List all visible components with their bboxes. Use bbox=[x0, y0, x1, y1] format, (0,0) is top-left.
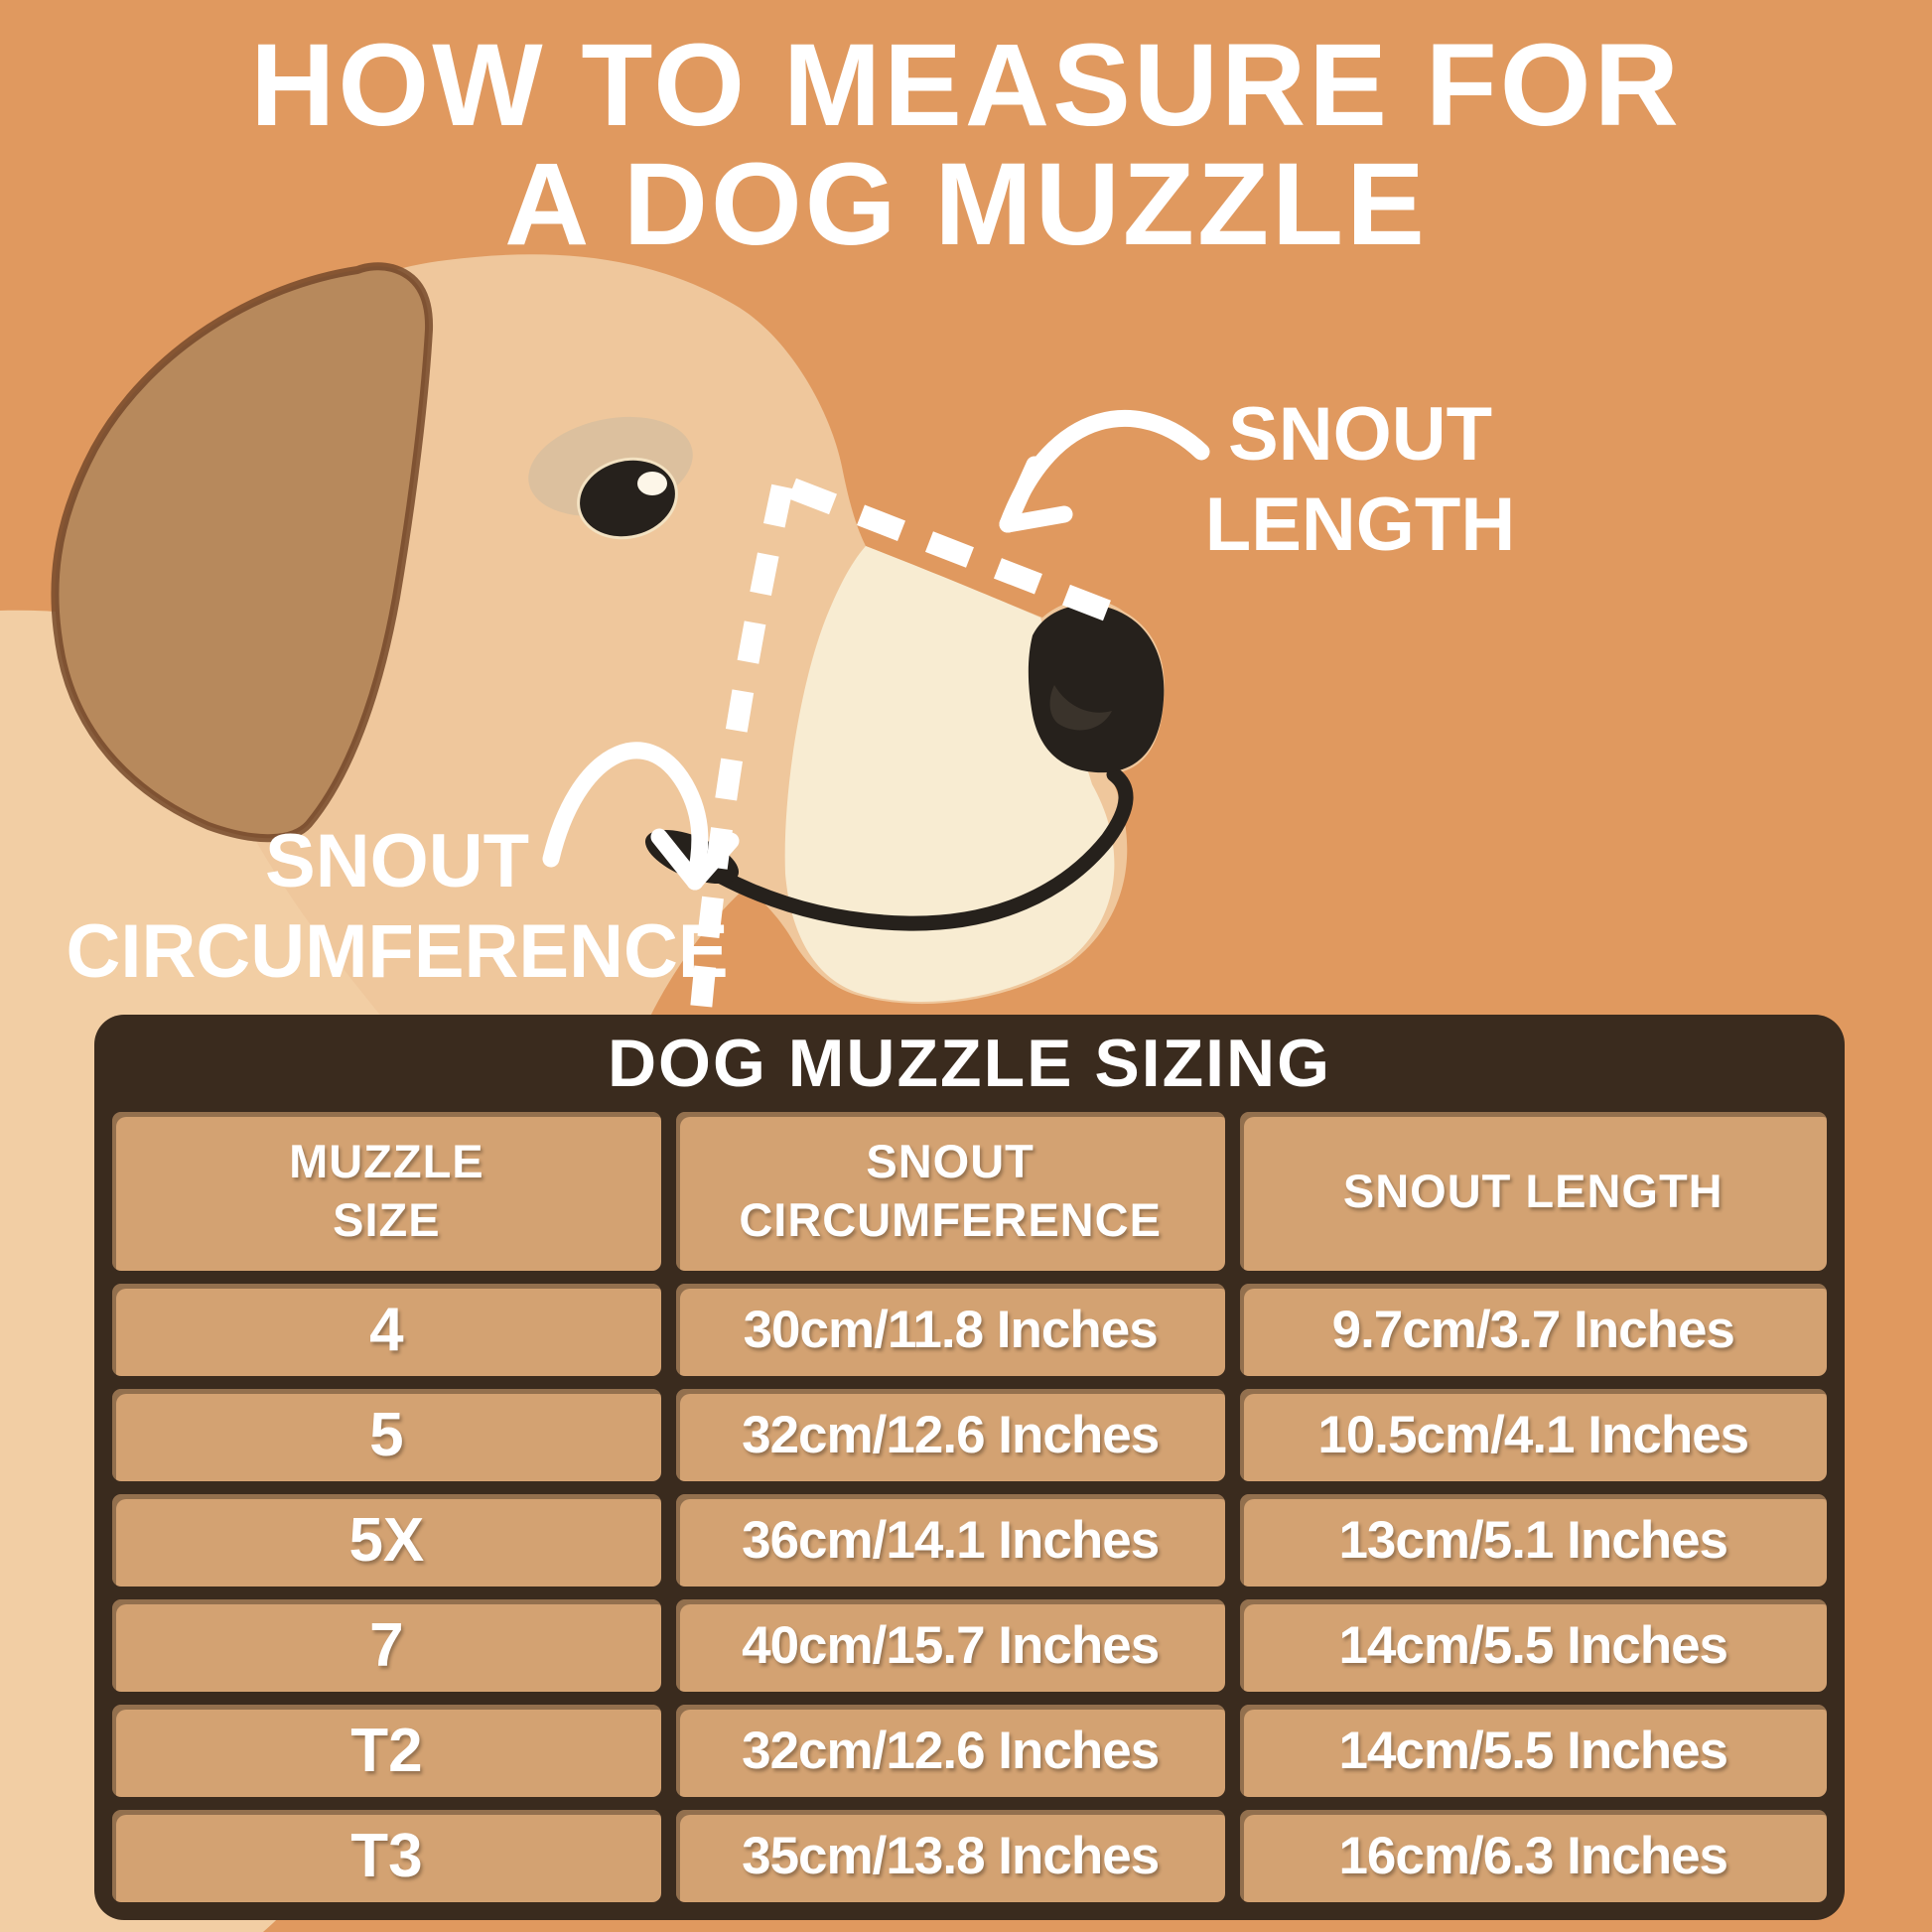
snout-circumference-cell: 32cm/12.6 Inches bbox=[676, 1705, 1225, 1797]
muzzle-size-cell: 7 bbox=[112, 1599, 661, 1692]
dog-nose bbox=[1029, 605, 1165, 772]
page-title-line-1: HOW TO MEASURE FOR bbox=[250, 20, 1682, 151]
muzzle-size-cell: 5X bbox=[112, 1494, 661, 1587]
snout-length-label: SNOUT LENGTH bbox=[1204, 392, 1516, 568]
column-header-snout-circumference bbox=[676, 1112, 1225, 1271]
table-row bbox=[112, 1389, 1827, 1481]
snout-circumference-cell: 32cm/12.6 Inches bbox=[676, 1389, 1225, 1481]
snout-length-cell: 16cm/6.3 Inches bbox=[1240, 1810, 1827, 1902]
snout-circumference-cell: 36cm/14.1 Inches bbox=[676, 1494, 1225, 1587]
snout-circumference-cell: 35cm/13.8 Inches bbox=[676, 1810, 1225, 1902]
column-header-snout-length-label: SNOUT LENGTH bbox=[1342, 1164, 1724, 1217]
column-header-muzzle-size-label: MUZZLE SIZE bbox=[289, 1135, 484, 1246]
snout-circumference-cell: 30cm/11.8 Inches bbox=[676, 1284, 1225, 1376]
page-title-line-2: A DOG MUZZLE bbox=[504, 139, 1428, 271]
table-row bbox=[112, 1284, 1827, 1376]
snout-length-cell: 9.7cm/3.7 Inches bbox=[1240, 1284, 1827, 1376]
muzzle-size-cell: 5 bbox=[112, 1389, 661, 1481]
snout-length-cell: 13cm/5.1 Inches bbox=[1240, 1494, 1827, 1587]
table-row bbox=[112, 1705, 1827, 1797]
snout-length-cell: 14cm/5.5 Inches bbox=[1240, 1599, 1827, 1692]
table-grid bbox=[112, 1112, 1827, 1902]
sizing-table bbox=[94, 1015, 1845, 1920]
page-title bbox=[0, 20, 1932, 271]
snout-circumference-cell: 40cm/15.7 Inches bbox=[676, 1599, 1225, 1692]
snout-circumference-label: SNOUT CIRCUMFERENCE bbox=[66, 819, 729, 995]
muzzle-size-cell: T3 bbox=[112, 1810, 661, 1902]
table-row bbox=[112, 1599, 1827, 1692]
snout-length-cell: 10.5cm/4.1 Inches bbox=[1240, 1389, 1827, 1481]
table-title: DOG MUZZLE SIZING bbox=[607, 1026, 1332, 1101]
table-row bbox=[112, 1810, 1827, 1902]
snout-length-cell: 14cm/5.5 Inches bbox=[1240, 1705, 1827, 1797]
table-header-row bbox=[112, 1112, 1827, 1271]
column-header-snout-circumference-label: SNOUT CIRCUMFERENCE bbox=[739, 1135, 1162, 1246]
table-row bbox=[112, 1494, 1827, 1587]
muzzle-size-cell: 4 bbox=[112, 1284, 661, 1376]
column-header-muzzle-size bbox=[112, 1112, 661, 1271]
muzzle-size-cell: T2 bbox=[112, 1705, 661, 1797]
column-header-snout-length bbox=[1240, 1112, 1827, 1271]
dog-eye-highlight bbox=[637, 472, 667, 495]
